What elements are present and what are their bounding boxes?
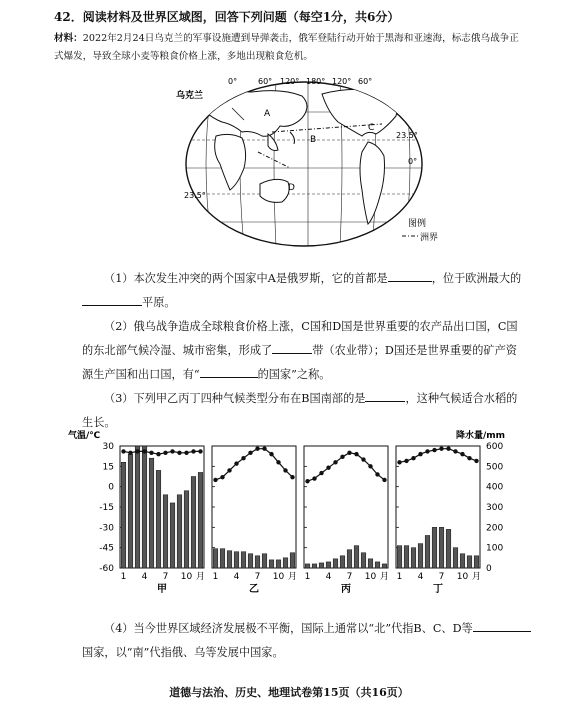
climate-panel-name: 丙 [341,584,351,595]
q2-text-c: 源生产国和出口国，有“ [82,368,200,381]
map-country-label-ukraine: 乌克兰 [176,91,204,101]
precip-bar [375,562,380,568]
precip-bar [128,454,133,568]
temperature-point [418,452,422,456]
climate-panel-name: 丁 [433,584,443,595]
temperature-point [142,449,146,453]
temperature-point [156,452,160,456]
precip-bar [432,527,437,568]
month-tick-label: 7 [254,572,261,582]
month-tick-label: 10 [364,572,377,582]
precip-bar [439,527,444,568]
precip-bar [283,558,288,568]
temperature-point [453,449,457,453]
month-unit-label: 月 [287,572,298,582]
temp-axis-label: 气温/℃ [68,431,101,441]
climate-panel-name: 乙 [249,584,259,595]
temperature-point [319,471,323,475]
precip-tick-label: 600 [486,442,504,452]
q2-line1: （2）俄乌战争造成全球粮食价格上涨，C国和D国是世界重要的农产品出口国，C国 [104,320,518,333]
temperature-point [177,451,181,455]
month-tick-label: 7 [346,572,353,582]
month-tick-label: 10 [180,572,193,582]
precip-bar [397,546,402,568]
precip-bar [347,550,352,568]
q2-text-d: 的国家”之称。 [257,368,331,381]
temperature-point [368,464,372,468]
q2-text-a: 的东北部气候冷湿、城市密集，形成了 [82,344,273,357]
month-tick-label: 7 [438,572,445,582]
map-legend-item: 洲界 [420,233,439,243]
q3-line1 [104,390,517,406]
month-unit-label: 月 [379,572,390,582]
precip-bar [312,564,317,568]
q1-line2 [82,294,176,310]
temperature-point [425,449,429,453]
temperature-point [149,451,153,455]
precip-bar [227,551,232,568]
temp-tick-label: -60 [99,564,114,574]
temperature-point [404,459,408,463]
q2-line3 [82,366,330,382]
temperature-point [184,451,188,455]
q2-blank-belt[interactable] [272,342,312,354]
temperature-point [191,449,195,453]
q4-blank-developed[interactable] [473,620,531,632]
temperature-point [255,447,259,451]
temperature-point [241,456,245,460]
temperature-point [467,456,471,460]
month-unit-label: 月 [195,572,206,582]
month-tick-label: 7 [162,572,169,582]
q2-line2 [82,342,517,358]
temp-tick-label: -15 [99,503,114,513]
temperature-point [234,461,238,465]
precip-bar [333,559,338,568]
temperature-point [432,448,436,452]
precip-tick-label: 500 [486,462,504,473]
precip-bar [474,556,479,568]
temperature-point [347,451,351,455]
climate-charts [60,428,520,598]
precip-bar [213,549,218,568]
q3-line2: 生长。 [82,416,116,429]
precip-bar [368,559,373,568]
temp-tick-label: -45 [99,543,114,554]
map-point-b: B [310,135,317,145]
map-point-c: C [368,123,375,133]
temperature-point [248,451,252,455]
q4-line1 [104,620,531,636]
precip-bar [418,544,423,568]
world-map [172,72,442,252]
page-footer: 道德与法治、历史、地理试卷第15页（共16页） [169,686,409,699]
month-tick-label: 1 [396,572,403,582]
precip-bar [149,458,154,568]
temperature-point [262,447,266,451]
map-lon-label: 120° [280,77,300,86]
temperature-point [354,452,358,456]
temperature-point [213,478,217,482]
map-lon-label: 120° [332,77,352,86]
precip-axis-label: 降水量/mm [456,431,506,441]
map-lon-label: 0° [228,77,238,86]
precip-bar [354,546,359,568]
temperature-point [474,459,478,463]
precip-bar [269,560,274,568]
q3-blank-climate[interactable] [365,390,405,402]
temperature-point [361,457,365,461]
temperature-point [446,447,450,451]
q1-text: （1）本次发生冲突的两个国家中A是俄罗斯，它的首都是 [104,272,388,285]
month-tick-label: 10 [456,572,469,582]
material-body: 2022年2月24日乌克兰的军事设施遭到导弹袭击，俄军登陆行动开始于黑海和亚速海，标志俄乌战争正式爆发，导致全球小麦等粮食价格上涨，多地出现粮食危机。 [54,33,519,62]
map-lon-label: 180° [306,77,326,86]
month-tick-label: 4 [325,572,332,582]
q1-blank-plain[interactable] [82,294,142,306]
month-tick-label: 4 [233,572,240,582]
temperature-point [460,452,464,456]
temperature-point [135,449,139,453]
question-title: 42．阅读材料及世界区域图，回答下列问题（每空1分，共6分） [54,10,400,24]
precip-bar [326,562,331,568]
q4-line2: 国家，以“南”代指俄、乌等发展中国家。 [82,646,284,659]
month-unit-label: 月 [471,572,482,582]
precip-bar [184,491,189,568]
precip-bar [425,535,430,568]
precip-bar [142,446,147,568]
temperature-point [227,468,231,472]
q1-text-b: ，位于欧洲最大的 [431,272,522,285]
precip-tick-label: 100 [486,543,504,554]
temp-tick-label: 0 [108,482,114,493]
temperature-point [269,452,273,456]
precip-bar [305,564,310,568]
precip-bar [255,556,260,568]
temperature-point [340,455,344,459]
map-lat-label: 23.5° [396,131,418,140]
map-point-d: D [288,183,295,193]
temperature-point [439,447,443,451]
temp-tick-label: -30 [99,523,114,534]
precip-bar [276,560,281,568]
precip-bar [411,548,416,568]
precip-tick-label: 400 [486,482,504,493]
temperature-point [411,456,415,460]
temp-tick-label: 30 [102,442,114,452]
q4-text-a: （4）当今世界区域经济发展极不平衡，国际上通常以“北”代指B、C、D等 [104,622,473,635]
map-point-a: A [264,109,271,119]
map-lat-label: 23.5° [184,191,206,200]
precip-bar [319,563,324,568]
q1-text-c: 平原。 [142,296,176,309]
temperature-point [290,475,294,479]
precip-bar [460,554,465,568]
month-tick-label: 4 [417,572,424,582]
map-lon-label: 60° [358,77,373,86]
temperature-point [220,475,224,479]
precip-bar [177,495,182,568]
precip-bar [446,529,451,568]
precip-bar [234,552,239,568]
precip-bar [198,472,203,568]
temperature-point [326,465,330,469]
precip-bar [170,503,175,568]
month-tick-label: 4 [141,572,148,582]
precip-bar [191,477,196,569]
temp-tick-label: 15 [102,462,114,473]
material-text [54,30,524,66]
material-label: 材料： [54,33,83,44]
temperature-point [163,451,167,455]
precip-bar [163,495,168,568]
climate-panel-frame [304,446,388,568]
precip-tick-label: 200 [486,523,504,534]
q2-blank-country[interactable] [200,366,258,378]
q3-text-a: （3）下列甲乙丙丁四种气候类型分布在B国南部的是 [104,392,366,405]
temperature-point [121,449,125,453]
q1-line1 [104,270,521,286]
month-tick-label: 1 [212,572,219,582]
temperature-point [198,449,202,453]
climate-panel-name: 甲 [157,584,167,595]
precip-bar [220,549,225,568]
q3-text-b: ，这种气候适合水稻的 [405,392,518,405]
q1-blank-capital[interactable] [388,270,432,282]
precip-bar [262,554,267,568]
precip-bar [340,556,345,568]
month-tick-label: 1 [304,572,311,582]
precip-tick-label: 300 [486,503,504,513]
precip-bar [121,462,126,568]
temperature-point [128,451,132,455]
map-legend-title: 图例 [408,219,427,229]
precip-bar [241,552,246,568]
precip-tick-label: 0 [486,564,492,574]
temperature-point [312,476,316,480]
precip-bar [361,553,366,568]
month-tick-label: 1 [120,572,127,582]
temperature-point [305,479,309,483]
month-tick-label: 10 [272,572,285,582]
temperature-point [170,449,174,453]
map-lat-label: 0° [408,157,418,166]
temperature-point [397,460,401,464]
precip-bar [135,446,140,568]
temperature-point [375,472,379,476]
precip-bar [382,564,387,568]
precip-bar [453,548,458,568]
precip-bar [156,470,161,568]
temperature-point [283,468,287,472]
precip-bar [404,546,409,568]
temperature-point [276,460,280,464]
precip-bar [467,556,472,568]
precip-bar [248,554,253,568]
precip-bar [290,553,295,568]
temperature-point [333,460,337,464]
q2-text-b: 带（农业带）；D国还是世界重要的矿产资 [312,344,517,357]
temperature-point [382,478,386,482]
map-lon-label: 60° [258,77,273,86]
